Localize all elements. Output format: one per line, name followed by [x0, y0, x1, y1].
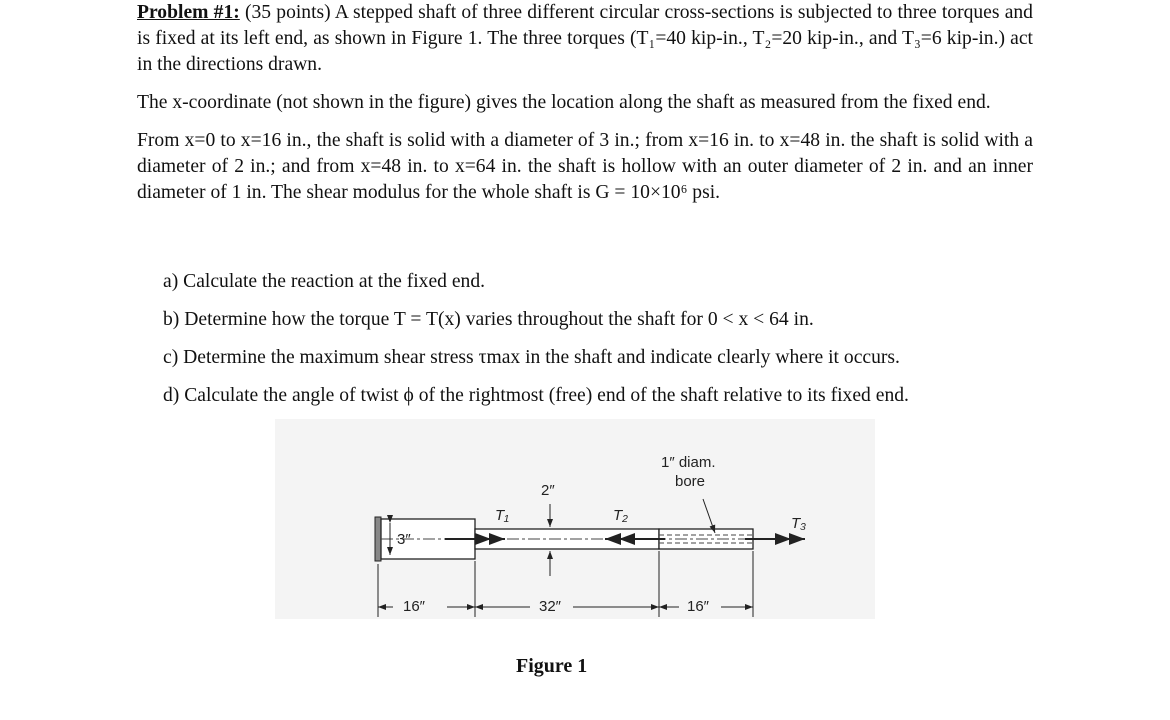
dimension-label-16-right: 16″ — [687, 598, 709, 615]
figure-1-diagram — [275, 419, 875, 619]
question-d: d) Calculate the angle of twist ϕ of the rightmost (free) end of the shaft relative to its fixed end. — [163, 385, 909, 406]
bore-label-line2: bore — [675, 473, 706, 490]
dimension-label-16-left: 16″ — [403, 598, 425, 615]
diameter-label-3in: 3″ — [397, 531, 411, 548]
bore-label-line1: 1″ diam. — [661, 454, 716, 471]
shaft-drawing — [275, 419, 875, 619]
fixed-wall — [375, 517, 381, 561]
x-coordinate-paragraph: The x-coordinate (not shown in the figure) gives the location along the shaft as measured from the fixed end. — [137, 92, 991, 113]
diameter-label-2in: 2″ — [541, 482, 555, 499]
torque-label-t2: T₂ — [613, 507, 628, 524]
bore-leader — [703, 499, 715, 533]
problem-heading: Problem #1: — [137, 2, 240, 23]
question-a: a) Calculate the reaction at the fixed end. — [163, 271, 486, 292]
torque-label-t3: T₃ — [791, 515, 807, 532]
problem-intro: (35 points) A stepped shaft of three different circular cross-sections is subjected to three torques and is fixed at its left end, as shown in Figure 1. The three torques (T₁=40 kip-in., T₂=20 kip-in., and T₃=6 kip-in.) act in the directions drawn. — [137, 2, 1033, 75]
dimension-label-32: 32″ — [539, 598, 561, 615]
shaft-geometry-paragraph: From x=0 to x=16 in., the shaft is solid with a diameter of 3 in.; from x=16 in. to x=48 in. the shaft is solid with a diameter of 2 in.; and from x=48 in. to x=64 in. the shaft is hollow with an outer diameter of 2 in. and an inner diameter of 1 in. The shear modulus for the whole shaft is G = 10×10⁶ psi. — [137, 130, 1033, 203]
problem-intro-paragraph — [137, 0, 1033, 78]
problem-statement — [137, 0, 1033, 206]
question-b: b) Determine how the torque T = T(x) varies throughout the shaft for 0 < x < 64 in. — [163, 309, 814, 330]
question-c: c) Determine the maximum shear stress τmax in the shaft and indicate clearly where it occurs. — [163, 347, 900, 368]
torque-label-t1: T₁ — [495, 507, 509, 524]
figure-caption: Figure 1 — [516, 655, 588, 677]
